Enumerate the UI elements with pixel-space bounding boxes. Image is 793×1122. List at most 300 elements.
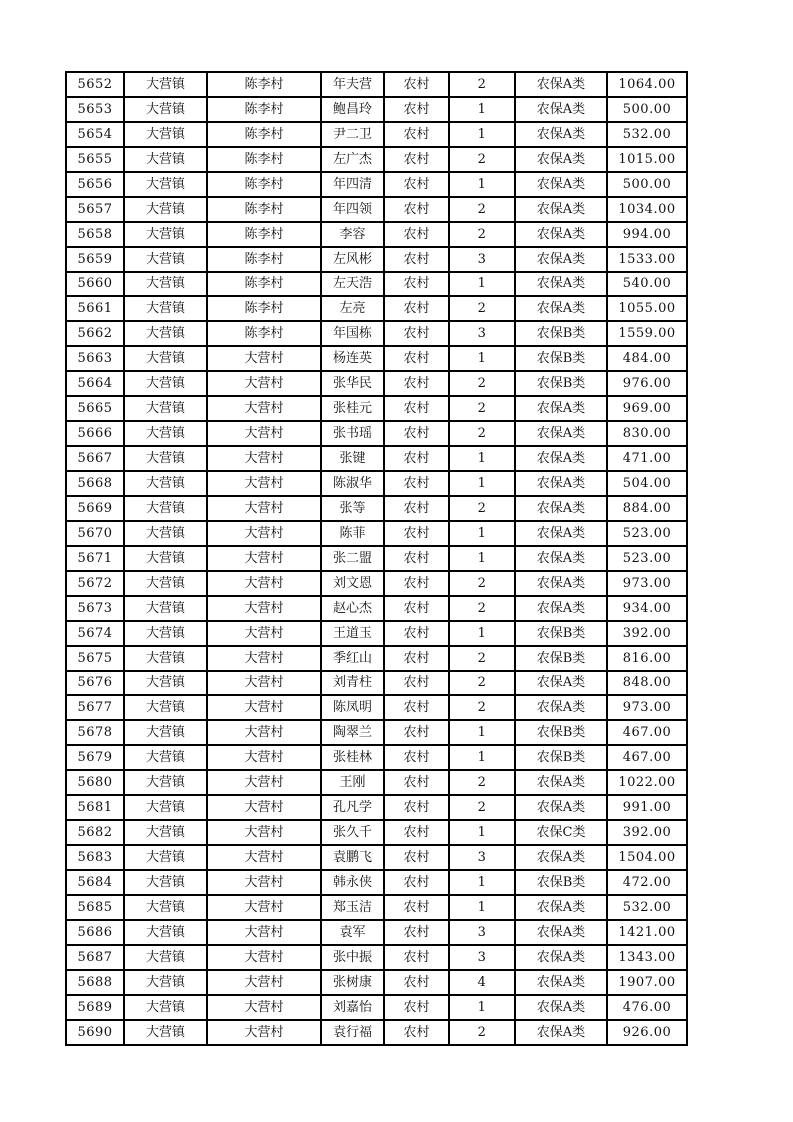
cell-person-count: 2 [449,596,515,621]
cell-amount: 994.00 [607,222,687,247]
cell-person-name: 张等 [321,496,384,521]
cell-town: 大营镇 [124,1020,207,1045]
cell-insurance-type: 农保A类 [515,396,607,421]
cell-serial-number: 5671 [66,546,124,571]
table-row [66,222,687,247]
cell-person-count: 1 [449,745,515,770]
cell-village: 陈李村 [207,321,321,346]
cell-town: 大营镇 [124,446,207,471]
table-row [66,72,687,97]
cell-serial-number: 5656 [66,172,124,197]
cell-person-name: 王刚 [321,770,384,795]
cell-town: 大营镇 [124,995,207,1020]
cell-town: 大营镇 [124,496,207,521]
table-row [66,546,687,571]
cell-insurance-type: 农保A类 [515,546,607,571]
cell-town: 大营镇 [124,596,207,621]
table-body [66,72,687,1045]
cell-village: 大营村 [207,820,321,845]
cell-amount: 830.00 [607,421,687,446]
cell-serial-number: 5686 [66,920,124,945]
cell-person-name: 尹二卫 [321,122,384,147]
cell-residence-type: 农村 [384,1020,449,1045]
cell-residence-type: 农村 [384,845,449,870]
cell-amount: 1504.00 [607,845,687,870]
cell-amount: 500.00 [607,172,687,197]
cell-person-name: 陈凤明 [321,695,384,720]
cell-person-count: 1 [449,895,515,920]
cell-village: 大营村 [207,621,321,646]
cell-insurance-type: 农保A类 [515,945,607,970]
cell-person-count: 3 [449,920,515,945]
cell-serial-number: 5672 [66,571,124,596]
cell-person-count: 1 [449,446,515,471]
cell-serial-number: 5682 [66,820,124,845]
cell-village: 大营村 [207,745,321,770]
cell-serial-number: 5684 [66,870,124,895]
cell-town: 大营镇 [124,970,207,995]
cell-amount: 848.00 [607,671,687,696]
cell-village: 大营村 [207,870,321,895]
cell-person-count: 1 [449,471,515,496]
cell-residence-type: 农村 [384,621,449,646]
cell-insurance-type: 农保A类 [515,147,607,172]
cell-town: 大营镇 [124,720,207,745]
cell-residence-type: 农村 [384,247,449,272]
cell-serial-number: 5689 [66,995,124,1020]
cell-amount: 532.00 [607,122,687,147]
cell-serial-number: 5659 [66,247,124,272]
cell-town: 大营镇 [124,396,207,421]
cell-village: 大营村 [207,720,321,745]
cell-serial-number: 5667 [66,446,124,471]
cell-village: 大营村 [207,471,321,496]
table-row [66,97,687,122]
cell-serial-number: 5679 [66,745,124,770]
cell-village: 大营村 [207,446,321,471]
table-row [66,571,687,596]
cell-amount: 1421.00 [607,920,687,945]
table-row [66,920,687,945]
cell-residence-type: 农村 [384,197,449,222]
cell-person-count: 2 [449,571,515,596]
cell-serial-number: 5653 [66,97,124,122]
cell-insurance-type: 农保A类 [515,471,607,496]
cell-person-count: 1 [449,172,515,197]
cell-insurance-type: 农保A类 [515,122,607,147]
cell-insurance-type: 农保A类 [515,97,607,122]
cell-village: 大营村 [207,1020,321,1045]
cell-person-name: 左亮 [321,296,384,321]
cell-residence-type: 农村 [384,970,449,995]
cell-person-count: 1 [449,97,515,122]
cell-insurance-type: 农保A类 [515,770,607,795]
cell-village: 陈李村 [207,122,321,147]
cell-person-name: 袁军 [321,920,384,945]
cell-person-count: 2 [449,671,515,696]
cell-insurance-type: 农保A类 [515,172,607,197]
cell-serial-number: 5685 [66,895,124,920]
cell-insurance-type: 农保A类 [515,446,607,471]
cell-person-name: 年四清 [321,172,384,197]
cell-person-count: 2 [449,197,515,222]
cell-person-name: 季红山 [321,646,384,671]
cell-village: 大营村 [207,845,321,870]
cell-residence-type: 农村 [384,546,449,571]
cell-village: 陈李村 [207,222,321,247]
cell-village: 大营村 [207,571,321,596]
cell-village: 大营村 [207,596,321,621]
cell-serial-number: 5687 [66,945,124,970]
cell-person-count: 1 [449,346,515,371]
cell-residence-type: 农村 [384,720,449,745]
cell-amount: 476.00 [607,995,687,1020]
table-row [66,621,687,646]
table-row [66,521,687,546]
cell-amount: 1559.00 [607,321,687,346]
cell-serial-number: 5655 [66,147,124,172]
cell-serial-number: 5676 [66,671,124,696]
cell-insurance-type: 农保A类 [515,72,607,97]
cell-person-name: 左天浩 [321,272,384,297]
cell-person-name: 陈菲 [321,521,384,546]
cell-residence-type: 农村 [384,396,449,421]
cell-town: 大营镇 [124,920,207,945]
cell-person-count: 1 [449,272,515,297]
cell-residence-type: 农村 [384,97,449,122]
cell-person-count: 2 [449,421,515,446]
cell-amount: 1533.00 [607,247,687,272]
cell-insurance-type: 农保A类 [515,695,607,720]
cell-town: 大营镇 [124,247,207,272]
cell-person-name: 左广杰 [321,147,384,172]
cell-person-name: 左风彬 [321,247,384,272]
cell-village: 陈李村 [207,296,321,321]
cell-person-count: 2 [449,147,515,172]
cell-amount: 471.00 [607,446,687,471]
cell-person-count: 2 [449,296,515,321]
cell-village: 大营村 [207,945,321,970]
cell-person-count: 1 [449,546,515,571]
cell-person-count: 3 [449,845,515,870]
table-row [66,895,687,920]
cell-village: 大营村 [207,995,321,1020]
cell-serial-number: 5664 [66,371,124,396]
cell-residence-type: 农村 [384,920,449,945]
table-row [66,147,687,172]
cell-village: 大营村 [207,396,321,421]
cell-insurance-type: 农保B类 [515,745,607,770]
cell-person-name: 袁行福 [321,1020,384,1045]
table-row [66,820,687,845]
cell-amount: 1015.00 [607,147,687,172]
cell-person-name: 郑玉洁 [321,895,384,920]
table-row [66,496,687,521]
cell-amount: 500.00 [607,97,687,122]
table-row [66,770,687,795]
table-row [66,596,687,621]
table-row [66,995,687,1020]
table-row [66,371,687,396]
cell-insurance-type: 农保A类 [515,247,607,272]
cell-insurance-type: 农保A类 [515,795,607,820]
cell-serial-number: 5666 [66,421,124,446]
cell-person-name: 张久千 [321,820,384,845]
table-row [66,1020,687,1045]
cell-amount: 1055.00 [607,296,687,321]
cell-amount: 523.00 [607,546,687,571]
cell-insurance-type: 农保A类 [515,845,607,870]
cell-person-name: 年四领 [321,197,384,222]
cell-residence-type: 农村 [384,995,449,1020]
cell-amount: 934.00 [607,596,687,621]
cell-insurance-type: 农保A类 [515,421,607,446]
cell-insurance-type: 农保B类 [515,720,607,745]
cell-village: 大营村 [207,970,321,995]
cell-insurance-type: 农保A类 [515,222,607,247]
cell-town: 大营镇 [124,795,207,820]
cell-amount: 884.00 [607,496,687,521]
cell-person-count: 2 [449,222,515,247]
cell-town: 大营镇 [124,546,207,571]
cell-amount: 467.00 [607,720,687,745]
cell-town: 大营镇 [124,870,207,895]
cell-residence-type: 农村 [384,496,449,521]
cell-person-count: 2 [449,795,515,820]
cell-town: 大营镇 [124,197,207,222]
cell-insurance-type: 农保A类 [515,995,607,1020]
cell-person-count: 1 [449,122,515,147]
cell-town: 大营镇 [124,745,207,770]
cell-village: 大营村 [207,895,321,920]
cell-residence-type: 农村 [384,770,449,795]
cell-person-name: 陈淑华 [321,471,384,496]
table-row [66,272,687,297]
cell-amount: 504.00 [607,471,687,496]
subsidy-table [65,71,688,1046]
cell-amount: 973.00 [607,571,687,596]
cell-serial-number: 5681 [66,795,124,820]
cell-town: 大营镇 [124,646,207,671]
cell-amount: 523.00 [607,521,687,546]
cell-person-count: 2 [449,72,515,97]
cell-town: 大营镇 [124,770,207,795]
table-row [66,745,687,770]
table-row [66,671,687,696]
cell-town: 大营镇 [124,97,207,122]
cell-person-name: 袁鹏飞 [321,845,384,870]
cell-town: 大营镇 [124,421,207,446]
cell-person-name: 孔凡学 [321,795,384,820]
table-row [66,720,687,745]
cell-amount: 991.00 [607,795,687,820]
cell-amount: 816.00 [607,646,687,671]
cell-person-count: 1 [449,870,515,895]
cell-serial-number: 5690 [66,1020,124,1045]
cell-town: 大营镇 [124,147,207,172]
cell-residence-type: 农村 [384,321,449,346]
cell-residence-type: 农村 [384,421,449,446]
cell-village: 陈李村 [207,172,321,197]
cell-person-name: 韩永侠 [321,870,384,895]
table-row [66,870,687,895]
table-row [66,396,687,421]
cell-insurance-type: 农保A类 [515,596,607,621]
cell-person-name: 年国栋 [321,321,384,346]
cell-insurance-type: 农保A类 [515,571,607,596]
cell-village: 陈李村 [207,147,321,172]
cell-person-name: 张树康 [321,970,384,995]
cell-person-count: 1 [449,995,515,1020]
cell-residence-type: 农村 [384,646,449,671]
cell-village: 陈李村 [207,197,321,222]
cell-person-count: 2 [449,695,515,720]
cell-residence-type: 农村 [384,222,449,247]
cell-amount: 1064.00 [607,72,687,97]
cell-serial-number: 5654 [66,122,124,147]
cell-town: 大营镇 [124,296,207,321]
table-row [66,122,687,147]
cell-residence-type: 农村 [384,122,449,147]
cell-person-count: 2 [449,1020,515,1045]
cell-insurance-type: 农保A类 [515,496,607,521]
cell-serial-number: 5688 [66,970,124,995]
cell-person-name: 张桂林 [321,745,384,770]
cell-person-name: 赵心杰 [321,596,384,621]
cell-serial-number: 5673 [66,596,124,621]
cell-village: 大营村 [207,646,321,671]
cell-residence-type: 农村 [384,945,449,970]
cell-amount: 1343.00 [607,945,687,970]
cell-person-name: 鲍昌玲 [321,97,384,122]
cell-insurance-type: 农保A类 [515,272,607,297]
cell-town: 大营镇 [124,945,207,970]
cell-village: 大营村 [207,695,321,720]
table-row [66,646,687,671]
cell-person-name: 王道玉 [321,621,384,646]
cell-residence-type: 农村 [384,72,449,97]
cell-town: 大营镇 [124,820,207,845]
cell-village: 大营村 [207,346,321,371]
cell-person-name: 张书瑶 [321,421,384,446]
cell-residence-type: 农村 [384,596,449,621]
cell-residence-type: 农村 [384,571,449,596]
cell-insurance-type: 农保A类 [515,920,607,945]
table-row [66,346,687,371]
cell-residence-type: 农村 [384,296,449,321]
cell-person-count: 3 [449,945,515,970]
cell-insurance-type: 农保B类 [515,371,607,396]
cell-person-name: 刘文恩 [321,571,384,596]
table-row [66,795,687,820]
cell-amount: 467.00 [607,745,687,770]
cell-serial-number: 5665 [66,396,124,421]
table-row [66,172,687,197]
table-row [66,296,687,321]
cell-residence-type: 农村 [384,371,449,396]
cell-village: 陈李村 [207,247,321,272]
cell-amount: 392.00 [607,820,687,845]
table-row [66,945,687,970]
cell-amount: 392.00 [607,621,687,646]
cell-town: 大营镇 [124,346,207,371]
cell-insurance-type: 农保B类 [515,321,607,346]
cell-village: 大营村 [207,421,321,446]
cell-insurance-type: 农保A类 [515,895,607,920]
table-row [66,471,687,496]
cell-village: 大营村 [207,496,321,521]
cell-amount: 969.00 [607,396,687,421]
cell-person-count: 2 [449,646,515,671]
cell-person-count: 1 [449,621,515,646]
cell-person-count: 2 [449,371,515,396]
cell-person-name: 张二盟 [321,546,384,571]
cell-town: 大营镇 [124,571,207,596]
cell-person-count: 2 [449,396,515,421]
cell-town: 大营镇 [124,695,207,720]
cell-insurance-type: 农保A类 [515,197,607,222]
cell-village: 陈李村 [207,97,321,122]
cell-insurance-type: 农保B类 [515,621,607,646]
cell-village: 大营村 [207,920,321,945]
cell-person-count: 1 [449,720,515,745]
cell-amount: 532.00 [607,895,687,920]
cell-residence-type: 农村 [384,446,449,471]
cell-amount: 1034.00 [607,197,687,222]
cell-village: 大营村 [207,671,321,696]
cell-serial-number: 5652 [66,72,124,97]
cell-insurance-type: 农保A类 [515,296,607,321]
cell-village: 大营村 [207,546,321,571]
cell-town: 大营镇 [124,72,207,97]
cell-serial-number: 5677 [66,695,124,720]
cell-residence-type: 农村 [384,272,449,297]
cell-serial-number: 5668 [66,471,124,496]
cell-town: 大营镇 [124,521,207,546]
table-row [66,421,687,446]
cell-residence-type: 农村 [384,172,449,197]
cell-amount: 973.00 [607,695,687,720]
table-row [66,321,687,346]
cell-serial-number: 5683 [66,845,124,870]
cell-residence-type: 农村 [384,671,449,696]
cell-person-count: 3 [449,247,515,272]
cell-serial-number: 5661 [66,296,124,321]
cell-insurance-type: 农保B类 [515,870,607,895]
cell-residence-type: 农村 [384,870,449,895]
cell-person-name: 年夫营 [321,72,384,97]
cell-serial-number: 5675 [66,646,124,671]
cell-person-name: 刘青柱 [321,671,384,696]
cell-person-name: 张桂元 [321,396,384,421]
cell-town: 大营镇 [124,671,207,696]
cell-person-count: 2 [449,496,515,521]
cell-person-name: 刘嘉怡 [321,995,384,1020]
cell-person-count: 1 [449,820,515,845]
cell-village: 陈李村 [207,72,321,97]
cell-insurance-type: 农保C类 [515,820,607,845]
cell-amount: 1907.00 [607,970,687,995]
cell-residence-type: 农村 [384,521,449,546]
table-row [66,197,687,222]
cell-amount: 540.00 [607,272,687,297]
cell-serial-number: 5678 [66,720,124,745]
cell-residence-type: 农村 [384,795,449,820]
cell-residence-type: 农村 [384,695,449,720]
cell-serial-number: 5657 [66,197,124,222]
cell-town: 大营镇 [124,621,207,646]
cell-person-name: 杨连英 [321,346,384,371]
